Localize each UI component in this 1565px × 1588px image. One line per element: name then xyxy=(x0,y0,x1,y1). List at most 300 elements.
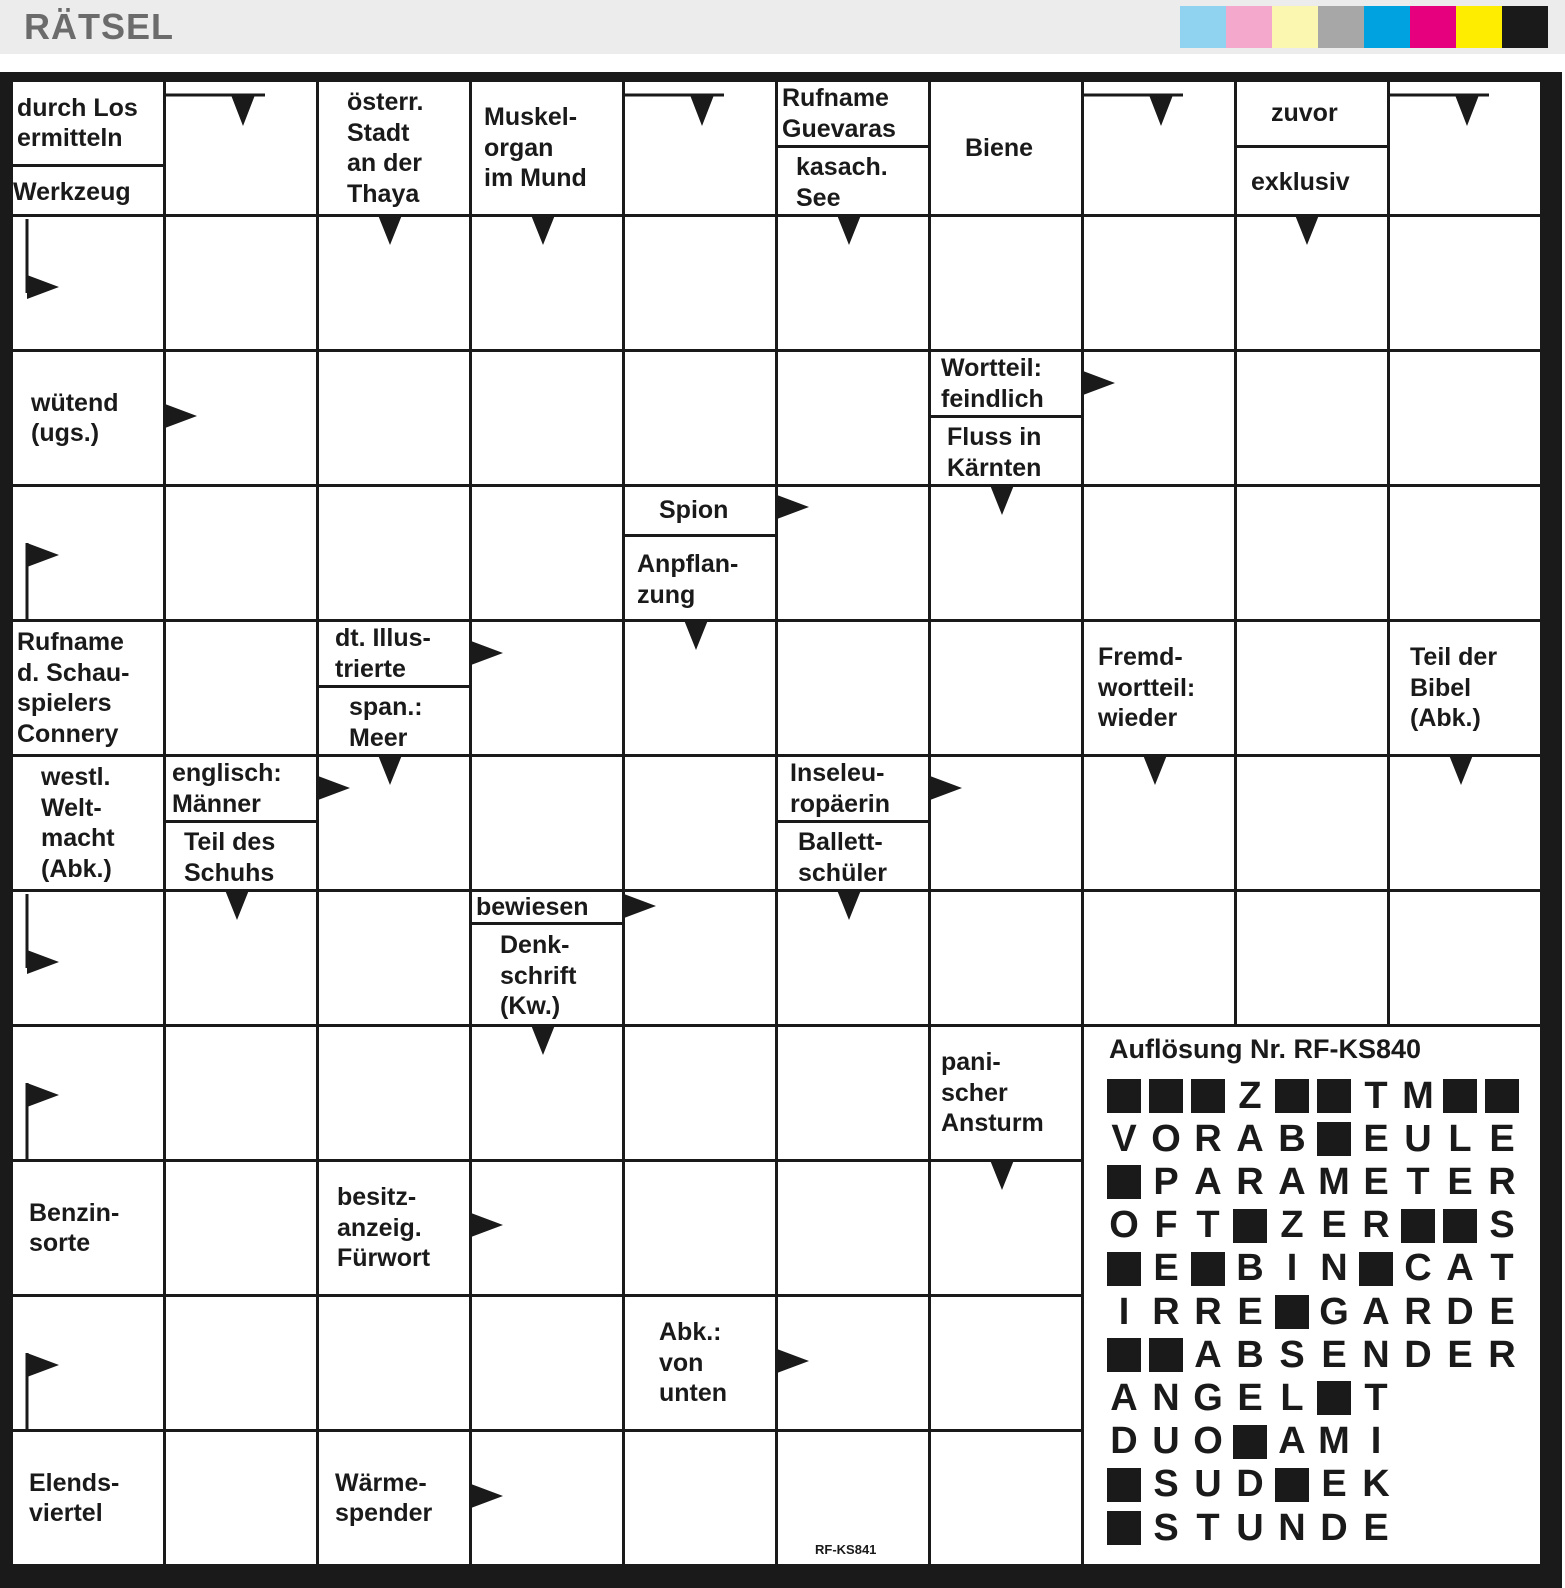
clue-c12 xyxy=(931,421,1081,484)
arrow-bent-right-icon xyxy=(23,1029,73,1159)
solution-letter: N xyxy=(1152,1376,1180,1419)
clue-c6 xyxy=(778,151,928,214)
clue-line: Rufname xyxy=(17,628,124,656)
color-swatch xyxy=(1180,6,1226,48)
solution-letter: A xyxy=(1278,1420,1306,1463)
clue-line: Elends- xyxy=(29,1468,120,1497)
clue-line: (Kw.) xyxy=(500,992,561,1021)
clue-line: Inseleu- xyxy=(790,759,885,787)
clue-line: unten xyxy=(659,1379,728,1408)
grid-cell[interactable] xyxy=(472,352,622,484)
grid-cell[interactable] xyxy=(931,892,1081,1024)
clue-divider xyxy=(928,415,1084,418)
grid-cell[interactable] xyxy=(472,757,622,889)
clue-line: englisch: xyxy=(172,759,282,787)
solution-letter: R xyxy=(1404,1290,1432,1333)
clue-line: Stadt xyxy=(347,118,410,147)
arrow-bent-right-icon xyxy=(23,219,73,349)
solution-letter: B xyxy=(1278,1117,1306,1160)
solution-letter: U xyxy=(1236,1506,1264,1549)
clue-c2 xyxy=(13,170,163,214)
clue-line: Wortteil: xyxy=(941,354,1042,382)
clue-c3 xyxy=(319,82,469,214)
clue-line: spender xyxy=(335,1499,433,1527)
solution-letter: R xyxy=(1194,1117,1222,1160)
solution-block xyxy=(1271,1076,1313,1116)
clue-c26 xyxy=(472,928,622,1024)
solution-block xyxy=(1103,1162,1145,1202)
clue-line: kasach. xyxy=(796,153,888,181)
clue-line: organ xyxy=(484,133,554,162)
arrow-right-icon xyxy=(624,894,658,918)
solution-letter: E xyxy=(1153,1247,1179,1290)
clue-line: ermitteln xyxy=(17,124,123,152)
clue-c23 xyxy=(778,757,928,820)
solution-block xyxy=(1271,1465,1313,1505)
solution-letter: D xyxy=(1110,1420,1138,1463)
grid-cell[interactable] xyxy=(625,217,775,349)
solution-letter: Z xyxy=(1238,1074,1262,1117)
solution-letter: U xyxy=(1194,1463,1222,1506)
arrow-down-icon xyxy=(837,890,861,922)
clue-line: ropäerin xyxy=(790,789,891,818)
solution-row xyxy=(1103,1119,1523,1159)
solution-letter: M xyxy=(1318,1160,1350,1203)
grid-cell[interactable] xyxy=(472,1297,622,1429)
solution-letter: T xyxy=(1364,1376,1388,1419)
clue-divider xyxy=(163,820,319,823)
clue-line: sorte xyxy=(29,1229,91,1257)
solution-letter: V xyxy=(1111,1117,1137,1160)
grid-cell[interactable] xyxy=(319,1297,469,1429)
grid-cell[interactable] xyxy=(319,352,469,484)
solution-letter: E xyxy=(1321,1204,1347,1247)
solution-block xyxy=(1313,1119,1355,1159)
grid-cell[interactable] xyxy=(1084,217,1234,349)
solution-row xyxy=(1103,1249,1523,1289)
solution-letter: N xyxy=(1362,1333,1390,1376)
color-swatches xyxy=(1180,6,1548,48)
clue-line: trierte xyxy=(335,654,406,683)
solution-letter: E xyxy=(1321,1333,1347,1376)
page-title: RÄTSEL xyxy=(24,6,174,47)
solution-letter: T xyxy=(1406,1160,1430,1203)
arrow-right-icon xyxy=(777,1349,811,1373)
clue-line: Welt- xyxy=(41,793,102,822)
solution-letter: T xyxy=(1196,1204,1220,1247)
solution-letter: F xyxy=(1154,1204,1178,1247)
arrow-right-icon xyxy=(777,495,811,519)
grid-cell[interactable] xyxy=(778,622,928,754)
solution-letter: O xyxy=(1193,1420,1223,1463)
clue-line: schrift xyxy=(500,961,577,990)
solution-row xyxy=(1103,1162,1523,1202)
solution-letter: D xyxy=(1404,1333,1432,1376)
arrow-right-icon xyxy=(471,641,505,665)
solution-letter: L xyxy=(1448,1117,1472,1160)
clue-line: Abk.: xyxy=(659,1318,722,1347)
color-swatch xyxy=(1318,6,1364,48)
solution-letter: A xyxy=(1236,1117,1264,1160)
solution-letter: S xyxy=(1153,1463,1179,1506)
solution-letter: U xyxy=(1404,1117,1432,1160)
solution-row xyxy=(1103,1076,1523,1116)
clue-line: Kärnten xyxy=(947,453,1042,482)
clue-c17 xyxy=(319,691,469,754)
grid-cell[interactable] xyxy=(625,352,775,484)
clue-line: im Mund xyxy=(484,164,587,193)
clue-line: Benzin- xyxy=(29,1198,120,1227)
arrow-down-icon xyxy=(837,215,861,247)
clue-c11 xyxy=(931,352,1081,415)
solution-letter: E xyxy=(1237,1290,1263,1333)
grid-cell[interactable] xyxy=(1390,352,1540,484)
grid-cell[interactable] xyxy=(166,1027,316,1159)
clue-line: Anpflan- xyxy=(637,550,739,578)
grid-cell[interactable] xyxy=(625,1027,775,1159)
solution-block xyxy=(1145,1335,1187,1375)
clue-c19 xyxy=(1390,622,1540,754)
solution-letter: S xyxy=(1279,1333,1305,1376)
clue-line: macht xyxy=(41,824,115,852)
solution-letter: O xyxy=(1151,1117,1181,1160)
grid-cell[interactable] xyxy=(778,352,928,484)
color-swatch xyxy=(1410,6,1456,48)
grid-cell[interactable] xyxy=(319,1027,469,1159)
arrow-down-icon xyxy=(684,620,708,652)
arrow-down-icon xyxy=(990,1160,1014,1192)
solution-block xyxy=(1145,1076,1187,1116)
grid-cell[interactable] xyxy=(319,487,469,619)
solution-block xyxy=(1103,1508,1145,1548)
clue-c28 xyxy=(13,1162,163,1294)
grid-cell[interactable] xyxy=(1237,352,1387,484)
clue-c8 xyxy=(1237,82,1387,145)
solution-block xyxy=(1439,1076,1481,1116)
clue-divider xyxy=(622,534,778,537)
grid-cell[interactable] xyxy=(931,622,1081,754)
clue-c13 xyxy=(625,487,775,534)
clue-line: Ansturm xyxy=(941,1109,1044,1138)
grid-cell[interactable] xyxy=(1237,487,1387,619)
arrow-down-icon xyxy=(378,755,402,787)
solution-letter: E xyxy=(1489,1290,1515,1333)
solution-letter: R xyxy=(1488,1333,1516,1376)
clue-line: österr. xyxy=(347,88,424,116)
solution-block xyxy=(1103,1249,1145,1289)
grid-cell[interactable] xyxy=(1390,487,1540,619)
clue-c1 xyxy=(13,82,163,164)
solution-letter: S xyxy=(1153,1506,1179,1549)
clue-line: Schuhs xyxy=(184,858,275,887)
header-bar xyxy=(0,0,1565,54)
clue-c18 xyxy=(1084,622,1234,754)
arrow-right-icon xyxy=(930,776,964,800)
clue-line: Thaya xyxy=(347,179,420,208)
clue-c24 xyxy=(778,826,928,889)
solution-letter: A xyxy=(1278,1160,1306,1203)
solution-block xyxy=(1103,1335,1145,1375)
arrow-down-icon xyxy=(1295,215,1319,247)
solution-block xyxy=(1313,1076,1355,1116)
puzzle-code: RF-KS841 xyxy=(815,1542,877,1557)
clue-line: Fremd- xyxy=(1098,643,1183,672)
solution-row xyxy=(1103,1206,1523,1246)
solution-letter: E xyxy=(1363,1117,1389,1160)
solution-letter: R xyxy=(1194,1290,1222,1333)
clue-line: feindlich xyxy=(941,384,1044,413)
clue-c7 xyxy=(931,82,1081,214)
arrow-bent-down-icon xyxy=(1389,90,1499,142)
solution-letter: E xyxy=(1447,1333,1473,1376)
solution-block xyxy=(1313,1378,1355,1418)
clue-line: zung xyxy=(637,580,696,609)
solution-letter: B xyxy=(1236,1333,1264,1376)
solution-letter: D xyxy=(1236,1463,1264,1506)
grid-cell[interactable] xyxy=(166,1432,316,1564)
solution-letter: I xyxy=(1118,1290,1130,1333)
clue-c27 xyxy=(931,1027,1081,1159)
grid-cell[interactable] xyxy=(472,487,622,619)
solution-letter: K xyxy=(1362,1463,1390,1506)
solution-block xyxy=(1271,1292,1313,1332)
solution-letter: O xyxy=(1109,1204,1139,1247)
solution-block xyxy=(1229,1206,1271,1246)
grid-cell[interactable] xyxy=(1237,757,1387,889)
clue-c9 xyxy=(1237,151,1387,214)
solution-letter: P xyxy=(1153,1160,1179,1203)
clue-c29 xyxy=(319,1162,469,1294)
grid-cell[interactable] xyxy=(1237,892,1387,1024)
solution-letter: C xyxy=(1404,1247,1432,1290)
clue-line: Ballett- xyxy=(798,828,883,856)
clue-line: dt. Illus- xyxy=(335,624,431,652)
solution-letter: M xyxy=(1402,1074,1434,1117)
arrow-bent-right-icon xyxy=(23,1299,73,1429)
solution-row xyxy=(1103,1465,1397,1505)
grid-cell[interactable] xyxy=(166,1297,316,1429)
clue-c5 xyxy=(778,82,928,145)
clue-line: Muskel- xyxy=(484,103,578,132)
color-swatch xyxy=(1272,6,1318,48)
solution-letter: T xyxy=(1364,1074,1388,1117)
grid-cell[interactable] xyxy=(625,757,775,889)
solution-row xyxy=(1103,1378,1397,1418)
clue-line: pani- xyxy=(941,1048,1001,1077)
solution-letter: L xyxy=(1280,1376,1304,1419)
solution-block xyxy=(1355,1249,1397,1289)
clue-line: schüler xyxy=(798,858,887,887)
grid-cell[interactable] xyxy=(778,1027,928,1159)
solution-letter: D xyxy=(1446,1290,1474,1333)
grid-cell[interactable] xyxy=(166,622,316,754)
solution-block xyxy=(1439,1206,1481,1246)
solution-letter: A xyxy=(1194,1333,1222,1376)
grid-cell[interactable] xyxy=(931,1432,1081,1564)
solution-letter: B xyxy=(1236,1247,1264,1290)
arrow-down-icon xyxy=(1143,755,1167,787)
arrow-bent-down-icon xyxy=(624,90,734,142)
clue-line: Teil der xyxy=(1410,643,1498,672)
arrow-down-icon xyxy=(225,890,249,922)
clue-line: wieder xyxy=(1098,704,1178,733)
clue-line: durch Los xyxy=(17,93,138,122)
solution-block xyxy=(1187,1076,1229,1116)
clue-c4 xyxy=(472,82,622,214)
solution-letter: A xyxy=(1110,1376,1138,1419)
clue-c16 xyxy=(319,622,469,685)
clue-line: See xyxy=(796,183,841,212)
solution-letter: E xyxy=(1363,1160,1389,1203)
grid-cell[interactable] xyxy=(778,1162,928,1294)
clue-line: span.: xyxy=(349,693,423,721)
clue-divider xyxy=(316,685,472,688)
solution-letter: R xyxy=(1362,1204,1390,1247)
clue-line: (ugs.) xyxy=(31,419,100,447)
solution-block xyxy=(1229,1422,1271,1462)
solution-letter: N xyxy=(1320,1247,1348,1290)
grid-cell[interactable] xyxy=(166,217,316,349)
clue-c10 xyxy=(13,352,163,484)
clue-line: Wärme- xyxy=(335,1468,427,1497)
clue-line: (Abk.) xyxy=(41,854,112,883)
color-swatch xyxy=(1226,6,1272,48)
clue-line: westl. xyxy=(41,763,111,791)
color-swatch xyxy=(1364,6,1410,48)
solution-letter: M xyxy=(1318,1420,1350,1463)
solution-letter: I xyxy=(1370,1420,1382,1463)
arrow-bent-right-icon xyxy=(23,489,73,619)
arrow-down-icon xyxy=(378,215,402,247)
clue-line: Teil des xyxy=(184,828,276,856)
clue-line: Männer xyxy=(172,789,261,818)
solution-letter: A xyxy=(1194,1160,1222,1203)
solution-letter: U xyxy=(1152,1420,1180,1463)
arrow-down-icon xyxy=(531,215,555,247)
clue-divider xyxy=(775,820,931,823)
grid-cell[interactable] xyxy=(166,487,316,619)
clue-line: Fürwort xyxy=(337,1244,431,1273)
clue-line: Guevaras xyxy=(782,114,896,143)
clue-line: Werkzeug xyxy=(13,177,131,206)
grid-cell[interactable] xyxy=(625,1162,775,1294)
grid-cell[interactable] xyxy=(166,1162,316,1294)
solution-letter: T xyxy=(1490,1247,1514,1290)
clue-c20 xyxy=(13,757,163,889)
solution-letter: G xyxy=(1193,1376,1223,1419)
grid-cell[interactable] xyxy=(319,892,469,1024)
clue-line: Fluss in xyxy=(947,423,1042,451)
solution-letter: E xyxy=(1321,1463,1347,1506)
clue-line: Connery xyxy=(17,719,119,748)
solution-letter: A xyxy=(1446,1247,1474,1290)
solution-row xyxy=(1103,1508,1397,1548)
crossword-grid xyxy=(10,79,1555,1579)
clue-c22 xyxy=(166,826,316,889)
clue-line: besitz- xyxy=(337,1183,417,1212)
clue-c14 xyxy=(625,540,775,619)
arrow-bent-down-icon xyxy=(165,90,275,142)
clue-line: (Abk.) xyxy=(1410,704,1481,733)
clue-line: Biene xyxy=(965,133,1034,162)
clue-line: Bibel xyxy=(1410,673,1472,702)
color-swatch xyxy=(1502,6,1548,48)
arrow-right-icon xyxy=(318,776,352,800)
arrow-right-icon xyxy=(471,1484,505,1508)
clue-divider xyxy=(10,164,166,167)
solution-letter: Z xyxy=(1280,1204,1304,1247)
arrow-down-icon xyxy=(990,485,1014,517)
grid-cell[interactable] xyxy=(1084,487,1234,619)
clue-line: scher xyxy=(941,1078,1008,1107)
solution-letter: E xyxy=(1489,1117,1515,1160)
clue-c30 xyxy=(625,1297,775,1429)
clue-line: exklusiv xyxy=(1251,168,1350,197)
grid-cell[interactable] xyxy=(931,217,1081,349)
arrow-right-icon xyxy=(471,1213,505,1237)
clue-line: viertel xyxy=(29,1499,103,1527)
clue-line: Denk- xyxy=(500,931,570,960)
arrow-right-icon xyxy=(1083,371,1117,395)
clue-c32 xyxy=(319,1432,469,1564)
grid-cell[interactable] xyxy=(1390,217,1540,349)
arrow-down-icon xyxy=(531,1025,555,1057)
solution-letter: A xyxy=(1362,1290,1390,1333)
solution-title: Auflösung Nr. RF-KS840 xyxy=(1109,1034,1422,1064)
solution-letter: E xyxy=(1447,1160,1473,1203)
clue-line: d. Schau- xyxy=(17,658,130,687)
clue-line: bewiesen xyxy=(476,892,589,921)
clue-c21 xyxy=(166,757,316,820)
solution-letter: N xyxy=(1278,1506,1306,1549)
grid-cell[interactable] xyxy=(1390,892,1540,1024)
grid-cell[interactable] xyxy=(931,1297,1081,1429)
clue-c15 xyxy=(13,622,163,754)
solution-letter: R xyxy=(1152,1290,1180,1333)
clue-line: Meer xyxy=(349,723,408,752)
solution-block xyxy=(1397,1206,1439,1246)
clue-line: Rufname xyxy=(782,84,889,112)
clue-line: an der xyxy=(347,149,423,177)
clue-c25 xyxy=(472,892,622,922)
solution-letter: G xyxy=(1319,1290,1349,1333)
arrow-right-icon xyxy=(165,404,199,428)
arrow-down-icon xyxy=(1449,755,1473,787)
solution-letter: I xyxy=(1286,1247,1298,1290)
clue-line: zuvor xyxy=(1271,99,1338,128)
color-swatch xyxy=(1456,6,1502,48)
clue-line: wortteil: xyxy=(1098,673,1196,702)
solution-letter: E xyxy=(1363,1506,1389,1549)
solution-letter: R xyxy=(1488,1160,1516,1203)
arrow-bent-right-icon xyxy=(23,894,73,1024)
solution-letter: D xyxy=(1320,1506,1348,1549)
solution-block xyxy=(1103,1076,1145,1116)
solution-row xyxy=(1103,1422,1397,1462)
clue-line: spielers xyxy=(17,689,112,717)
clue-line: anzeig. xyxy=(337,1213,422,1242)
solution-block xyxy=(1187,1249,1229,1289)
grid-cell[interactable] xyxy=(1237,622,1387,754)
grid-cell[interactable] xyxy=(1084,892,1234,1024)
grid-cell[interactable] xyxy=(625,1432,775,1564)
solution-letter: S xyxy=(1489,1204,1515,1247)
arrow-bent-down-icon xyxy=(1083,90,1193,142)
clue-divider xyxy=(775,145,931,148)
clue-line: von xyxy=(659,1348,704,1377)
solution-block xyxy=(1103,1465,1145,1505)
clue-line: wütend xyxy=(31,388,119,417)
